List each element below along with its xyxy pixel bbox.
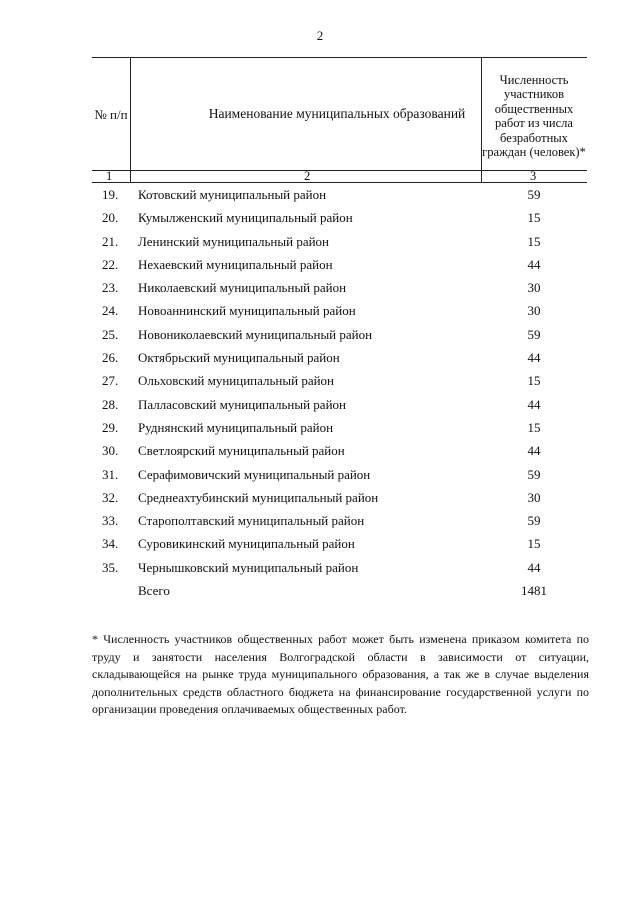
total-value: 1481	[521, 583, 547, 599]
row-value: 15	[527, 210, 541, 226]
row-value: 30	[527, 303, 541, 319]
row-name: Ленинский муниципальный район	[138, 233, 330, 249]
row-number: 35.	[102, 559, 119, 575]
row-value: 15	[527, 419, 541, 435]
table-row	[92, 369, 587, 392]
header-name-column: Наименование муниципальных образований	[208, 106, 466, 121]
row-name: Новоаннинский муниципальный район	[138, 303, 356, 319]
table-row	[92, 486, 587, 509]
row-number: 22.	[102, 256, 119, 272]
table-row	[92, 556, 587, 579]
table-header	[92, 57, 587, 183]
row-name: Котовский муниципальный район	[138, 187, 327, 202]
row-value: 44	[527, 559, 541, 575]
row-number: 30.	[102, 443, 119, 459]
row-number: 29.	[102, 419, 119, 435]
row-number: 27.	[102, 373, 119, 389]
row-number: 19.	[102, 187, 119, 202]
total-row	[92, 579, 587, 602]
row-name: Николаевский муниципальный район	[138, 280, 347, 296]
row-number: 33.	[102, 513, 119, 529]
row-name: Серафимовичский муниципальный район	[138, 466, 371, 482]
column-number-3: 3	[530, 169, 537, 183]
row-value: 59	[527, 326, 541, 342]
table-row	[92, 206, 587, 229]
row-name: Новониколаевский муниципальный район	[138, 326, 373, 342]
column-number-row	[92, 170, 587, 183]
row-number: 21.	[102, 233, 119, 249]
table-row	[92, 463, 587, 486]
row-number: 26.	[102, 350, 119, 366]
row-value: 44	[527, 396, 541, 412]
table-row	[92, 439, 587, 462]
table-row	[92, 532, 587, 555]
table-row	[92, 253, 587, 276]
row-value: 30	[527, 489, 541, 505]
row-value: 59	[527, 513, 541, 529]
row-number: 23.	[102, 280, 119, 296]
column-number-2: 2	[304, 169, 311, 183]
column-number-1: 1	[106, 169, 113, 183]
row-number: 25.	[102, 326, 119, 342]
row-number: 28.	[102, 396, 119, 412]
row-number: 24.	[102, 303, 119, 319]
table-row	[92, 276, 587, 299]
row-name: Палласовский муниципальный район	[138, 396, 346, 412]
footnote: * Численность участников общественных работ может быть изменена приказом комитета по труду и занятости населения Волгоградской области в зависимости от ситуации, складывающейся на рынке труда муниципального образования, а так же в случае выделения дополнительных средств областного бюджета на финансирование государственной услуги по организации проведения оплачиваемых общественных работ.	[92, 632, 589, 716]
row-name: Кумылженский муниципальный район	[138, 210, 353, 226]
table-row	[92, 230, 587, 253]
header-number-column: № п/п	[94, 106, 128, 122]
row-value: 59	[527, 466, 541, 482]
row-value: 15	[527, 373, 541, 389]
row-name: Ольховский муниципальный район	[138, 373, 335, 389]
table-row	[92, 416, 587, 439]
row-number: 20.	[102, 210, 119, 226]
row-name: Руднянский муниципальный район	[138, 419, 334, 435]
page-number: 2	[316, 28, 324, 43]
table-body	[92, 183, 587, 602]
row-number: 32.	[102, 489, 119, 505]
row-name: Среднеахтубинский муниципальный район	[138, 489, 379, 505]
row-value: 15	[527, 233, 541, 249]
row-name: Старополтавский муниципальный район	[138, 513, 365, 529]
row-value: 44	[527, 443, 541, 459]
row-value: 15	[527, 536, 541, 552]
row-name: Октябрьский муниципальный район	[138, 350, 340, 366]
row-value: 44	[527, 350, 541, 366]
row-value: 44	[527, 256, 541, 272]
row-name: Светлоярский муниципальный район	[138, 443, 345, 459]
table-row	[92, 183, 587, 206]
row-value: 59	[527, 187, 541, 202]
table-row	[92, 346, 587, 369]
row-number: 31.	[102, 466, 119, 482]
row-value: 30	[527, 280, 541, 296]
row-number: 34.	[102, 536, 119, 552]
row-name: Чернышковский муниципальный район	[138, 559, 359, 575]
table-row	[92, 299, 587, 322]
table-row	[92, 393, 587, 416]
header-count-column: Численность участников общественных работ из числа безработных граждан (человек)*	[482, 72, 586, 159]
total-label: Всего	[138, 583, 170, 599]
row-name: Суровикинский муниципальный район	[138, 536, 355, 552]
row-name: Нехаевский муниципальный район	[138, 256, 333, 272]
participants-table	[92, 57, 587, 602]
table-row	[92, 509, 587, 532]
table-row	[92, 323, 587, 346]
